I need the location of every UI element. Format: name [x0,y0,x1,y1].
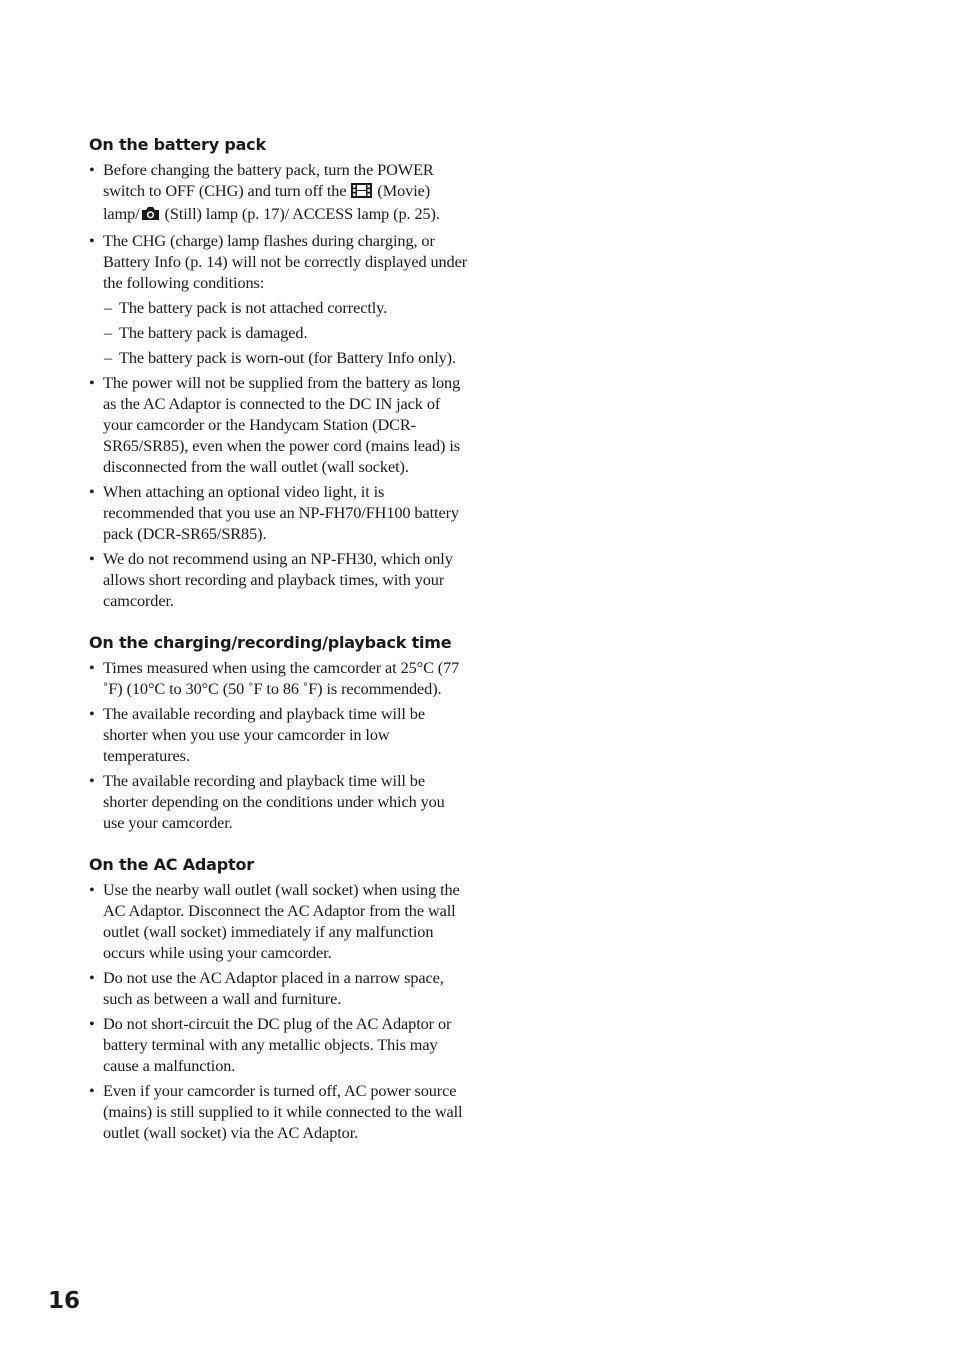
list-item: • The available recording and playback time will be shorter when you use your camcorder in low temperatures. [89,703,469,766]
text-column [89,134,469,1164]
still-camera-icon [141,205,160,226]
section-ac-adaptor [89,854,469,1143]
list-item: • Use the nearby wall outlet (wall socket) when using the AC Adaptor. Disconnect the AC Adaptor from the wall outlet (wall socket) immediately if any malfunction occurs while using your camcorder. [89,879,469,963]
ac-adaptor-list [89,879,469,1143]
sub-list-item: – The battery pack is damaged. [103,322,469,343]
item-text-part: (Still) lamp (p. 17)/ ACCESS lamp (p. 25). [160,204,440,223]
list-item: • Times measured when using the camcorder at 25°C (77 ˚F) (10°C to 30°C (50 ˚F to 86 ˚F) is recommended). [89,657,469,699]
heading-battery-pack: On the battery pack [89,135,266,154]
list-item [89,230,469,368]
list-item: • We do not recommend using an NP-FH30, which only allows short recording and playback times, with your camcorder. [89,548,469,611]
list-item: • The available recording and playback time will be shorter depending on the conditions under which you use your camcorder. [89,770,469,833]
battery-pack-list [89,159,469,611]
list-item: • The power will not be supplied from the battery as long as the AC Adaptor is connected to the DC IN jack of your camcorder or the Handycam Station (DCR-SR65/SR85), even when the power cord (mains lead) is disconnected from the wall outlet (wall socket). [89,372,469,477]
section-charging-time [89,632,469,833]
heading-charging-time: On the charging/recording/playback time [89,633,452,652]
section-battery-pack [89,134,469,611]
sub-list-item: – The battery pack is worn-out (for Battery Info only). [103,347,469,368]
list-item: • When attaching an optional video light, it is recommended that you use an NP-FH70/FH100 battery pack (DCR-SR65/SR85). [89,481,469,544]
list-item: • Even if your camcorder is turned off, AC power source (mains) is still supplied to it while connected to the wall outlet (wall socket) via the AC Adaptor. [89,1080,469,1143]
item-text-part: (Movie) lamp/ [103,181,431,223]
list-item: • Do not use the AC Adaptor placed in a narrow space, such as between a wall and furniture. [89,967,469,1009]
item-text: The CHG (charge) lamp flashes during charging, or Battery Info (p. 14) will not be correctly displayed under the following conditions: [103,231,468,292]
sub-list-item: – The battery pack is not attached correctly. [103,297,469,318]
conditions-list [103,297,469,368]
heading-ac-adaptor: On the AC Adaptor [89,855,254,874]
item-text-part: Before changing the battery pack, turn the POWER switch to OFF (CHG) and turn off the [103,160,434,200]
list-item [89,159,469,226]
page-number: 16 [48,1288,81,1314]
movie-film-icon [351,182,372,203]
charging-time-list [89,657,469,833]
list-item: • Do not short-circuit the DC plug of the AC Adaptor or battery terminal with any metallic objects. This may cause a malfunction. [89,1013,469,1076]
